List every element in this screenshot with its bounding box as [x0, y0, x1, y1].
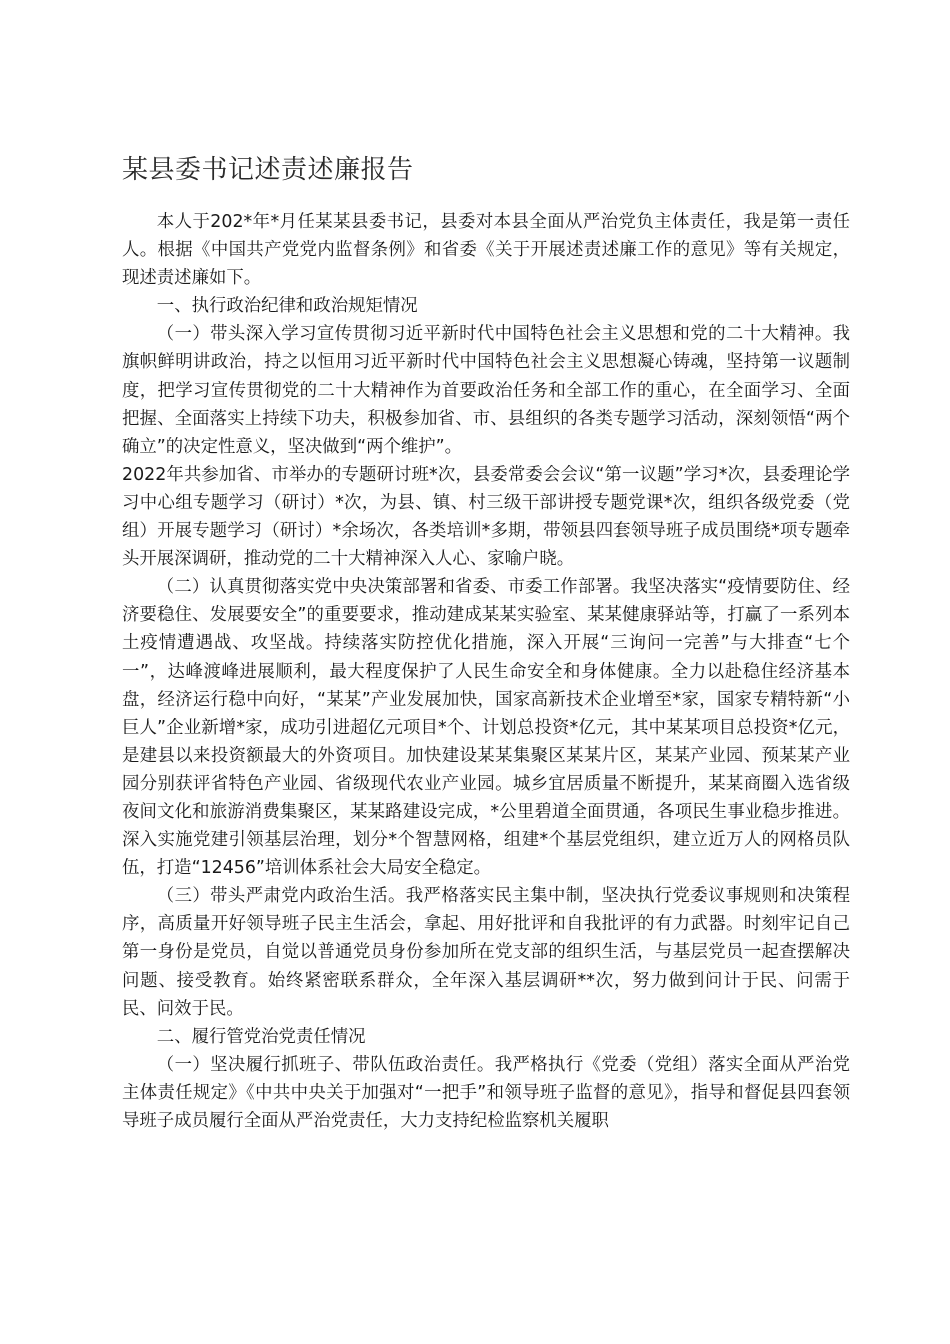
- paragraph-1-3: （三）带头严肃党内政治生活。我严格落实民主集中制，坚决执行党委议事规则和决策程序，高质量开好领导班子民主生活会，拿起、用好批评和自我批评的有力武器。时刻牢记自己第一身份是党员，自觉以普通党员身份参加所在党支部的组织生活，与基层党员一起查摆解决问题、接受教育。始终紧密联系群众，全年深入基层调研**次，努力做到问计于民、问需于民、问效于民。: [122, 886, 850, 1019]
- document-body: [122, 208, 850, 1135]
- section-heading-2: 二、履行管党治党责任情况: [156, 1026, 366, 1047]
- intro-paragraph: 本人于202*年*月任某某县委书记，县委对本县全面从严治党负主体责任，我是第一责任人。根据《中国共产党党内监督条例》和省委《关于开展述责述廉工作的意见》等有关规定，现述责述廉如下。: [122, 212, 850, 289]
- paragraph-1-1: （一）带头深入学习宣传贯彻习近平新时代中国特色社会主义思想和党的二十大精神。我旗帜鲜明讲政治，持之以恒用习近平新时代中国特色社会主义思想凝心铸魂，坚持第一议题制度，把学习宣传贯彻党的二十大精神作为首要政治任务和全部工作的重心，在全面学习、全面把握、全面落实上持续下功夫，积极参加省、市、县组织的各类专题学习活动，深刻领悟“两个确立”的决定性意义，坚决做到“两个维护”。: [122, 324, 850, 457]
- section-heading-1: 一、执行政治纪律和政治规矩情况: [156, 296, 418, 317]
- paragraph-2-1: （一）坚决履行抓班子、带队伍政治责任。我严格执行《党委（党组）落实全面从严治党主体责任规定》《中共中央关于加强对“一把手”和领导班子监督的意见》，指导和督促县四套领导班子成员履行全面从严治党责任，大力支持纪检监察机关履职: [122, 1054, 850, 1131]
- paragraph-1-2: （二）认真贯彻落实党中央决策部署和省委、市委工作部署。我坚决落实“疫情要防住、经济要稳住、发展要安全”的重要要求，推动建成某某实验室、某某健康驿站等，打赢了一系列本土疫情遭遇战、攻坚战。持续落实防控优化措施，深入开展“三询问一完善”与大排查“七个一”，达峰渡峰进展顺利，最大程度保护了人民生命安全和身体健康。全力以赴稳住经济基本盘，经济运行稳中向好，“某某”产业发展加快，国家高新技术企业增至*家，国家专精特新“小巨人”企业新增*家，成功引进超亿元项目*个、计划总投资*亿元，其中某某项目总投资*亿元，是建县以来投资额最大的外资项目。加快建设某某集聚区某某片区，某某产业园、预某某产业园分别获评省特色产业园、省级现代农业产业园。城乡宜居质量不断提升，某某商圈入选省级夜间文化和旅游消费集聚区，某某路建设完成，*公里碧道全面贯通，各项民生事业稳步推进。深入实施党建引领基层治理，划分*个智慧网格，组建*个基层党组织，建立近万人的网格员队伍，打造“12456”培训体系社会大局安全稳定。: [122, 577, 850, 879]
- paragraph-1-1-stats: 2022年共参加省、市举办的专题研讨班*次，县委常委会会议“第一议题”学习*次，县委理论学习中心组专题学习（研讨）*次，为县、镇、村三级干部讲授专题党课*次，组织各级党委（党组）开展专题学习（研讨）*余场次，各类培训*多期，带领县四套领导班子成员围绕*项专题牵头开展深调研，推动党的二十大精神深入人心、家喻户晓。: [122, 464, 850, 570]
- document-title: 某县委书记述责述廉报告: [122, 155, 414, 185]
